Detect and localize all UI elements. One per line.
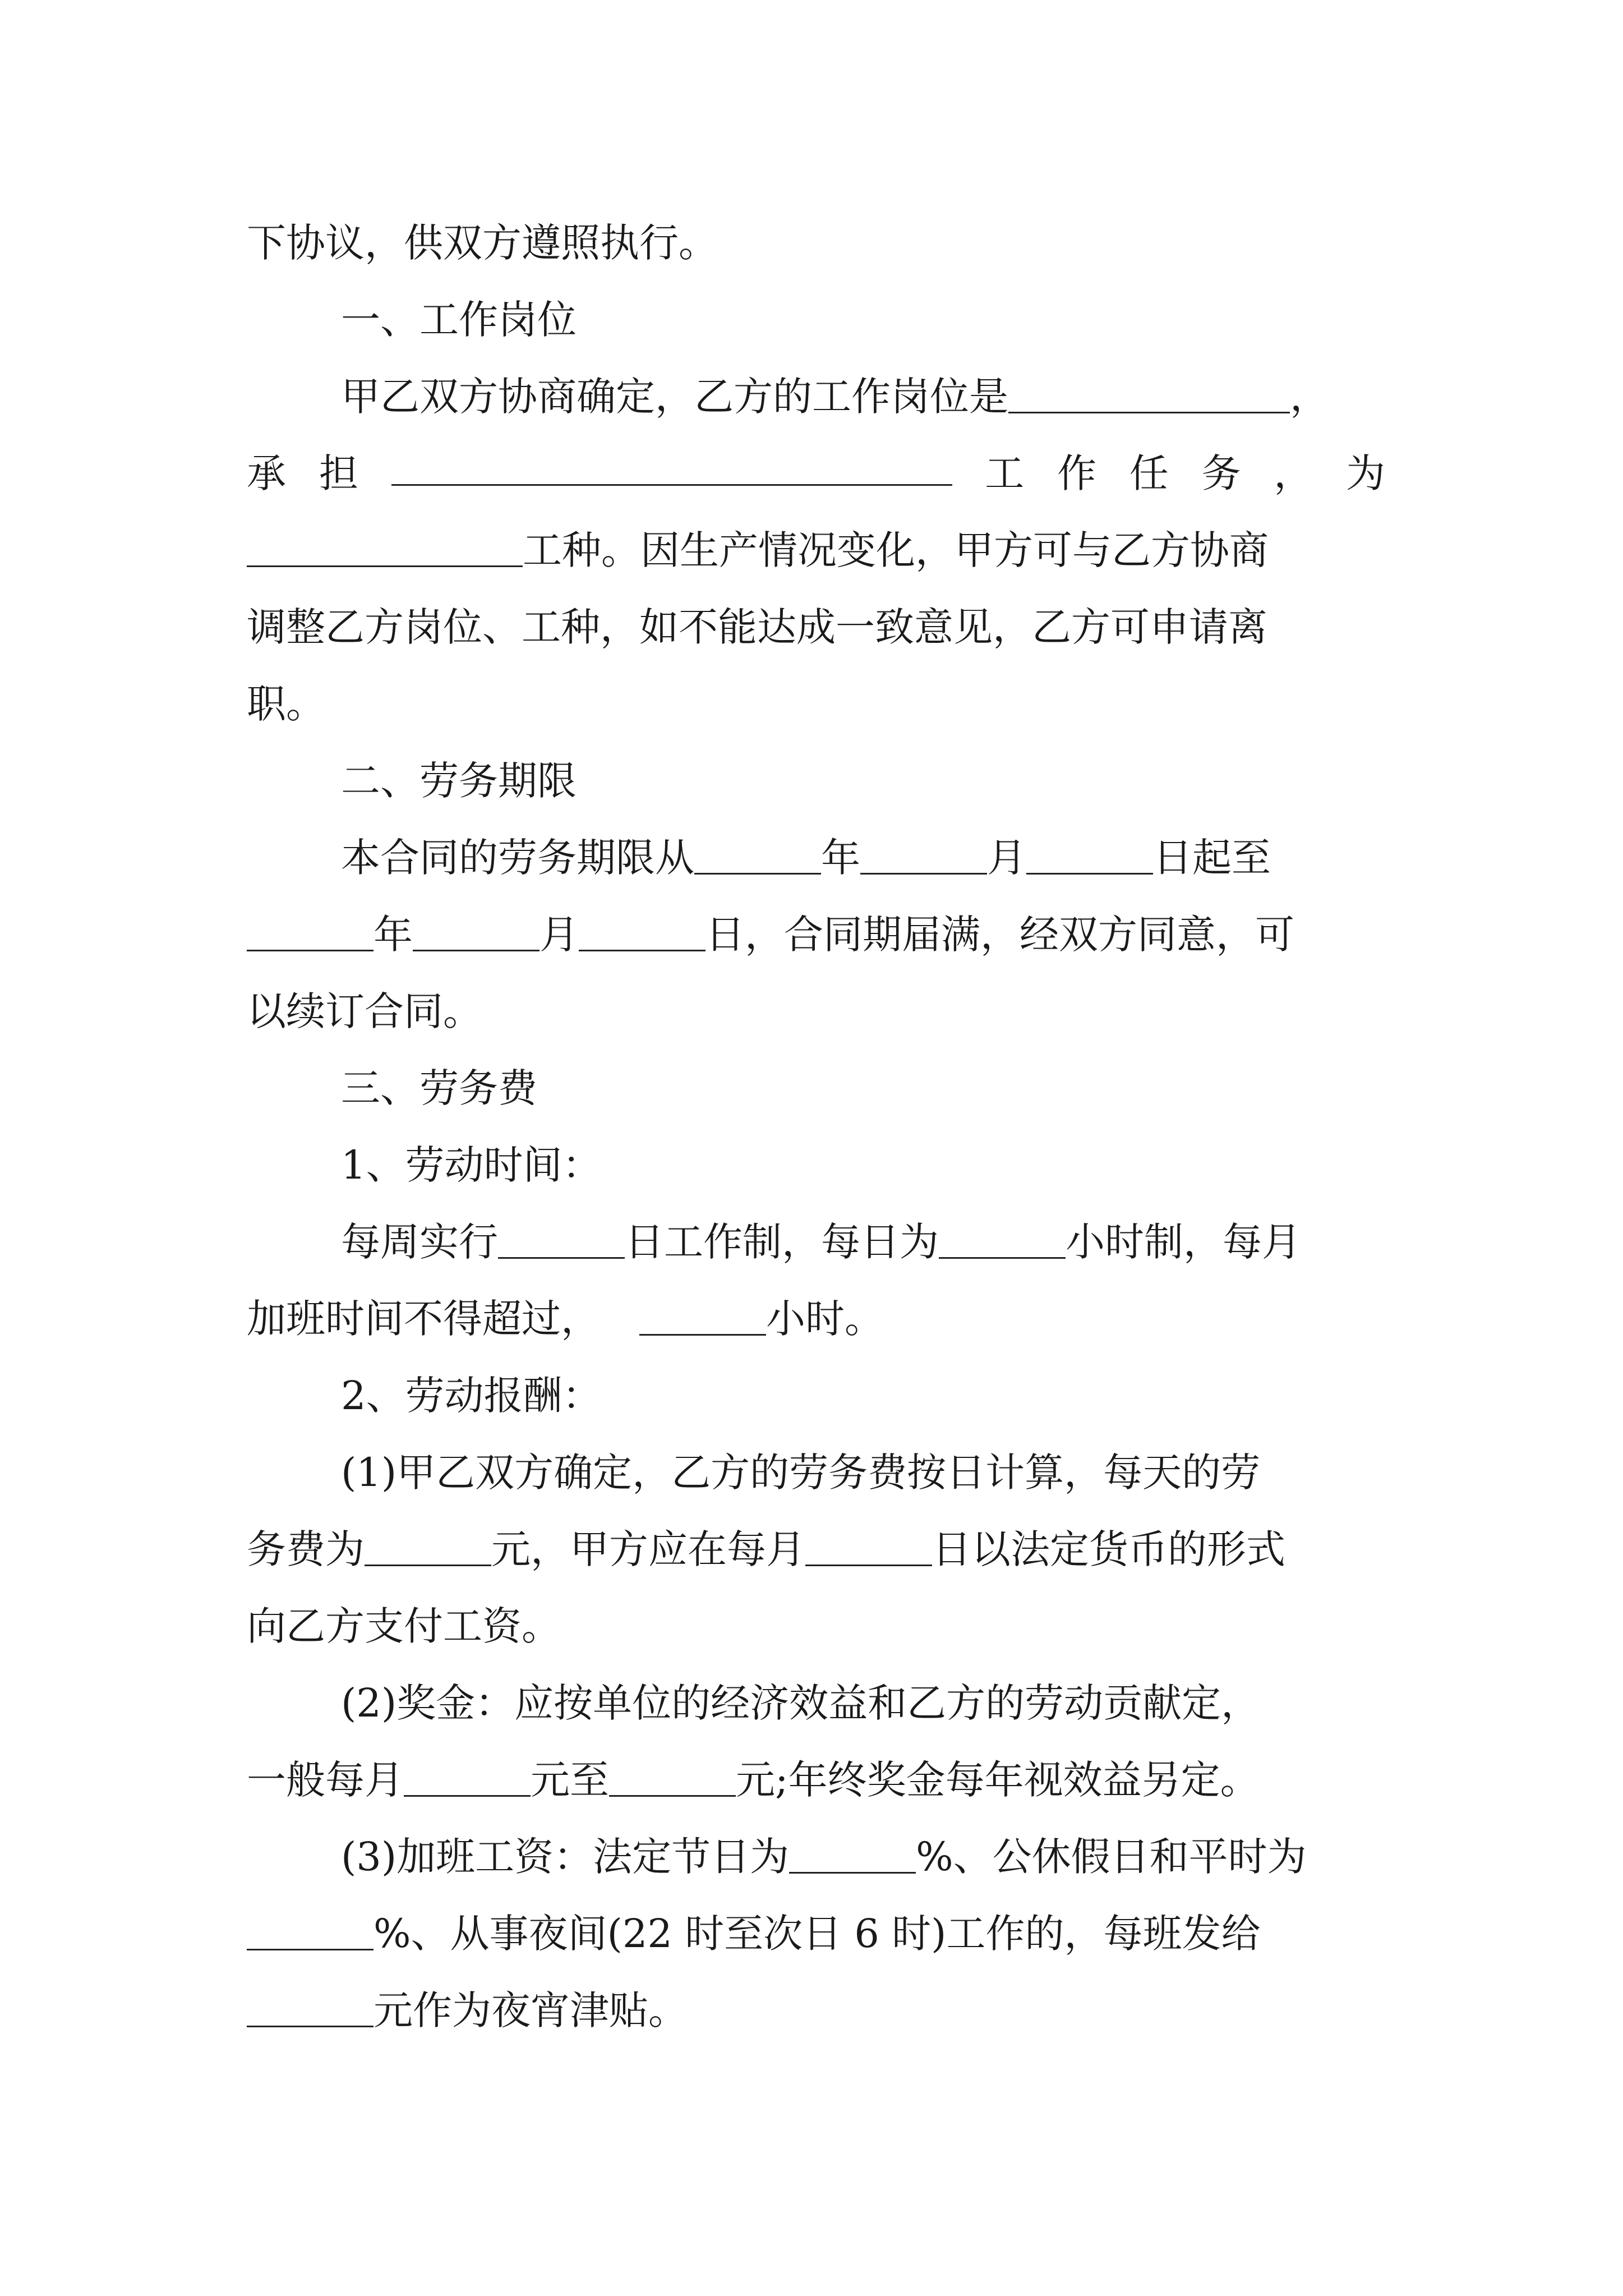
paragraph-line <box>341 1442 1385 1503</box>
text: 工 <box>985 450 1025 496</box>
text: 月 <box>540 912 579 958</box>
text: 元至 <box>531 1757 609 1803</box>
heading-text: 2、劳动报酬： <box>341 1373 602 1419</box>
holiday-rate-blank[interactable] <box>789 1830 916 1874</box>
text: 调整乙方岗位、工种，如不能达成一致意见，乙方可申请离 <box>247 604 1267 650</box>
start-month-blank[interactable] <box>860 831 987 875</box>
position-blank[interactable] <box>1008 370 1290 413</box>
section-heading <box>341 289 1385 351</box>
text: 作 <box>1057 450 1096 496</box>
paragraph-line <box>341 1672 1385 1734</box>
pay-day-blank[interactable] <box>805 1523 932 1566</box>
end-day-blank[interactable] <box>579 908 706 951</box>
paragraph-line <box>247 1980 1385 2041</box>
text: 小时制，每月 <box>1066 1219 1301 1265</box>
paragraph-line <box>247 519 1385 581</box>
paragraph-line <box>247 596 1385 658</box>
text: 元作为夜宵津贴。 <box>374 1987 688 2033</box>
paragraph-line <box>247 981 1385 1042</box>
paragraph-line <box>247 673 1385 735</box>
text: 务费为 <box>247 1526 365 1572</box>
text: 甲乙双方协商确定，乙方的工作岗位是 <box>341 374 1008 420</box>
subsection-heading <box>341 1365 1385 1427</box>
paragraph-line <box>247 443 1385 504</box>
text: 加班时间不得超过， <box>247 1296 600 1342</box>
paragraph-line <box>341 366 1385 427</box>
text: 本合同的劳务期限从 <box>341 835 694 881</box>
task-blank[interactable] <box>391 443 952 486</box>
text: 一般每月 <box>247 1757 404 1803</box>
paragraph-line <box>247 1288 1385 1350</box>
overtime-hours-blank[interactable] <box>639 1292 766 1336</box>
section-heading <box>341 1057 1385 1119</box>
daily-hours-blank[interactable] <box>939 1216 1066 1259</box>
text: (1)甲乙双方确定，乙方的劳务费按日计算，每天的劳 <box>341 1450 1261 1496</box>
text: 职。 <box>247 681 325 727</box>
paragraph-line <box>247 1749 1385 1811</box>
text: 日起至 <box>1153 835 1271 881</box>
text: (2)奖金：应按单位的经济效益和乙方的劳动贡献定， <box>341 1680 1261 1726</box>
text: 每周实行 <box>341 1219 498 1265</box>
paragraph-line <box>247 212 1385 274</box>
paragraph-line <box>341 827 1385 889</box>
daily-fee-blank[interactable] <box>365 1523 491 1566</box>
text: ， <box>1290 374 1329 420</box>
text: 元;年终奖金每年视效益另定。 <box>736 1757 1260 1803</box>
weekend-rate-blank[interactable] <box>247 1907 374 1950</box>
heading-text: 1、劳动时间： <box>341 1142 602 1188</box>
paragraph-line <box>247 1903 1385 1964</box>
subsection-heading <box>341 1134 1385 1196</box>
start-day-blank[interactable] <box>1026 831 1153 875</box>
workdays-blank[interactable] <box>498 1216 625 1259</box>
paragraph-line <box>341 1826 1385 1888</box>
bonus-min-blank[interactable] <box>404 1754 531 1797</box>
text: 日工作制，每日为 <box>625 1219 939 1265</box>
text: 日以法定货币的形式 <box>932 1526 1285 1572</box>
bonus-max-blank[interactable] <box>609 1754 736 1797</box>
text: %、公休假日和平时为 <box>916 1834 1307 1880</box>
text: 为 <box>1346 450 1385 496</box>
text: 务 <box>1201 450 1241 496</box>
text: 月 <box>987 835 1026 881</box>
paragraph-line <box>247 1595 1385 1657</box>
text: 向乙方支付工资。 <box>247 1603 561 1649</box>
text: 年 <box>821 835 860 881</box>
text: 下协议，供双方遵照执行。 <box>247 220 718 266</box>
heading-text: 二、劳务期限 <box>341 758 577 804</box>
text: (3)加班工资：法定节日为 <box>341 1834 790 1880</box>
end-month-blank[interactable] <box>413 908 540 951</box>
start-year-blank[interactable] <box>694 831 821 875</box>
text: %、从事夜间(22 时至次日 6 时)工作的，每班发给 <box>374 1911 1261 1957</box>
text: 小时。 <box>766 1296 884 1342</box>
section-heading <box>341 750 1385 812</box>
text: 以续订合同。 <box>247 988 482 1034</box>
end-year-blank[interactable] <box>247 908 374 951</box>
text: 承 <box>247 450 286 496</box>
heading-text: 三、劳务费 <box>341 1065 537 1111</box>
text: ， <box>1274 450 1313 496</box>
text: 年 <box>374 912 413 958</box>
work-type-blank[interactable] <box>247 524 523 567</box>
night-allowance-blank[interactable] <box>247 1984 374 2027</box>
text: 日，合同期届满，经双方同意，可 <box>706 912 1294 958</box>
text: 工种。因生产情况变化，甲方可与乙方协商 <box>523 527 1269 573</box>
text: 担 <box>319 450 358 496</box>
paragraph-line <box>247 1519 1385 1580</box>
paragraph-line <box>247 904 1385 965</box>
paragraph-line <box>341 1211 1385 1273</box>
text: 任 <box>1129 450 1169 496</box>
text: 元，甲方应在每月 <box>491 1526 805 1572</box>
heading-text: 一、工作岗位 <box>341 297 577 343</box>
